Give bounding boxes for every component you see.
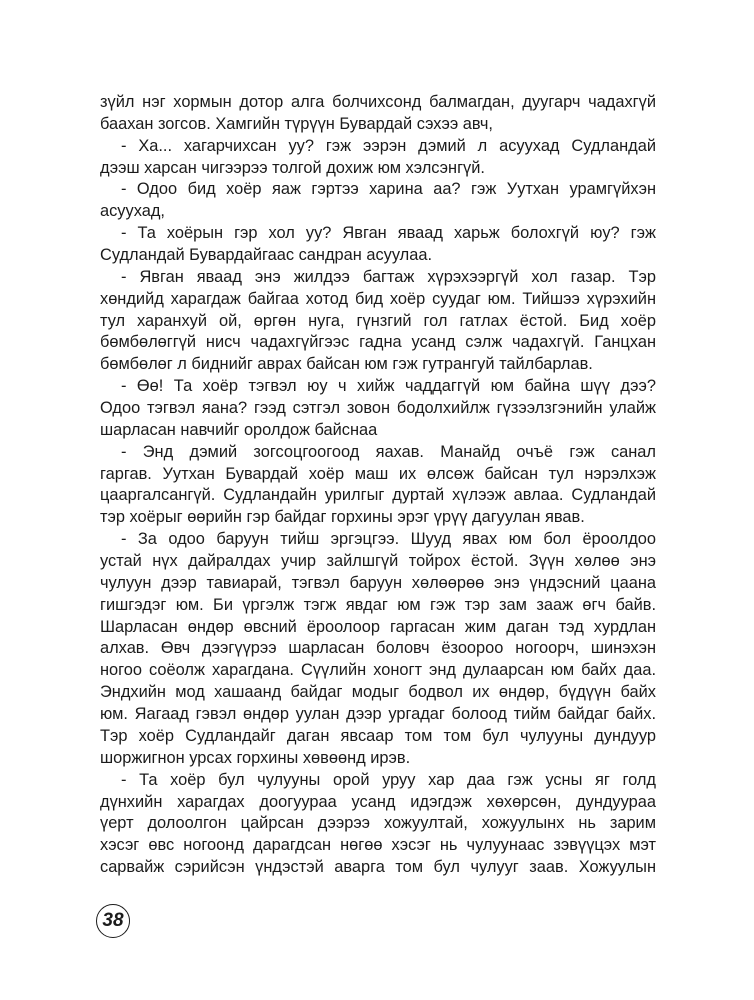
text-line: устай нүх дайралдах учир зайлшгүй тойрох ёстой. Зүүн хөлөө энэ: [100, 552, 656, 571]
text-line: дүнхийн харагдах доогуураа усанд идэгдэж хөхөрсөн, дундуураа: [100, 792, 656, 811]
text-line: баахан зогсов. Хамгийн түрүүн Бувардай сэхээ авч,: [100, 114, 493, 133]
text-line: Тэр хоёр Судландайг даган явсаар том том бул чулууны дундуур: [100, 726, 656, 745]
text-line: - Өө! Та хоёр тэгвэл юу ч хийж чаддаггүй юм байна шүү дээ?: [121, 377, 656, 396]
text-line: Одоо тэгвэл яана? гээд сэтгэл зовон бодолхийлж гүзээлзгэнийн улайж: [100, 399, 656, 418]
text-line: - Та хоёр бул чулууны орой уруу хар даа гэж усны яг голд: [121, 770, 656, 789]
text-line: асуухад,: [100, 202, 165, 221]
text-line: тэр хоёрыг өөрийн гэр байдаг горхины эрэг үрүү дагуулан явав.: [100, 508, 585, 527]
text-line: - Явган яваад энэ жилдээ багтаж хүрэхээргүй хол газар. Тэр: [121, 267, 656, 286]
text-line: шарласан навчийг оролдож байснаа: [100, 420, 378, 439]
text-line: - Энд дэмий зогсоцгоогоод яахав. Манайд очъё гэж санал: [121, 442, 656, 461]
text-line: чулуун дээр тавиарай, тэгвэл баруун хөлөөрөө энэ үндэсний цаана: [100, 573, 656, 592]
paragraph: [100, 223, 656, 267]
text-line: ногоо соёолж харагдана. Сүүлийн хоногт энд дулаарсан юм байх даа.: [100, 661, 656, 680]
text-line: гишгэдэг юм. Би үргэлж тэгж явдаг юм гэж тэр зам зааж өгч байв.: [100, 595, 656, 614]
page-number-badge: [96, 904, 130, 938]
text-line: дээш харсан чигээрээ толгой дохиж юм хэлсэнгүй.: [100, 158, 485, 177]
text-line: гаргав. Уутхан Бувардай хоёр маш их өлсөж байсан тул нэрэлхэж: [100, 464, 656, 483]
text-line: алхав. Өвч дээгүүрээ шарласан боловч ёзоороо ногоорч, шинэхэн: [100, 639, 656, 658]
text-line: шоржигнон урсах горхины хөвөөнд ирэв.: [100, 748, 411, 767]
text-line: - За одоо баруун тийш эргэцгээ. Шууд явах юм бол ёроолдоо: [121, 530, 656, 549]
text-line: сарвайж сэрийсэн үндэстэй аварга том бул чулууг заав. Хожуулын: [100, 858, 656, 877]
text-line: хэсэг өвс ногоонд дарагдсан нөгөө хэсэг нь чулуунаас зэвүүцэх мэт: [100, 836, 656, 855]
text-line: тул харанхуй ой, өргөн нуга, гүнзгий гол гатлах ёстой. Бид хоёр: [100, 311, 656, 330]
paragraph: [100, 267, 656, 376]
text-line: - Та хоёрын гэр хол уу? Явган яваад харьж болохгүй юу? гэж: [121, 224, 656, 243]
text-line: - Одоо бид хоёр яаж гэртээ харина аа? гэж Уутхан урамгүйхэн: [121, 180, 656, 199]
page-text-block: [100, 92, 656, 879]
paragraph: [100, 92, 656, 136]
paragraph: [100, 376, 656, 442]
text-line: Шарласан өндөр өвсний ёроолоор гаргасан жим даган тэд хурдлан: [100, 617, 656, 636]
text-line: хөндийд харагдаж байгаа хотод бид хоёр суудаг юм. Тийшээ хүрэхийн: [100, 289, 656, 308]
text-line: юм. Яагаад гэвэл өндөр уулан дээр ургадаг болоод тийм байдаг байх.: [100, 705, 656, 724]
page-number: 38: [102, 910, 124, 931]
text-line: Эндхийн мод хашаанд байдаг модыг бодвол их өндөр, бүдүүн байх: [100, 683, 656, 702]
paragraph: [100, 179, 656, 223]
paragraph: [100, 442, 656, 529]
paragraph: [100, 529, 656, 769]
paragraph: [100, 136, 656, 180]
text-line: Судландай Бувардайгаас сандран асуулаа.: [100, 246, 433, 265]
text-line: зүйл нэг хормын дотор алга болчихсонд балмагдан, дуугарч чадахгүй: [100, 93, 656, 111]
text-line: бөмбөлөггүй нисч чадахгүйгээс гадна усанд сэлж чадахгүй. Ганцхан: [100, 333, 656, 352]
paragraph: [100, 770, 656, 879]
text-line: - Ха... хагарчихсан уу? гэж ээрэн дэмий л асуухад Судландай: [121, 136, 656, 155]
text-line: цааргалсангүй. Судландайн урилгыг дуртай хүлээж авлаа. Судландай: [100, 486, 656, 505]
text-line: бөмбөлөг л биднийг аврах байсан юм гэж гутрангуй тайлбарлав.: [100, 355, 593, 374]
text-line: үерт долоолгон цайрсан дээрээ хожуултай, хожуулынх нь зарим: [100, 814, 656, 833]
